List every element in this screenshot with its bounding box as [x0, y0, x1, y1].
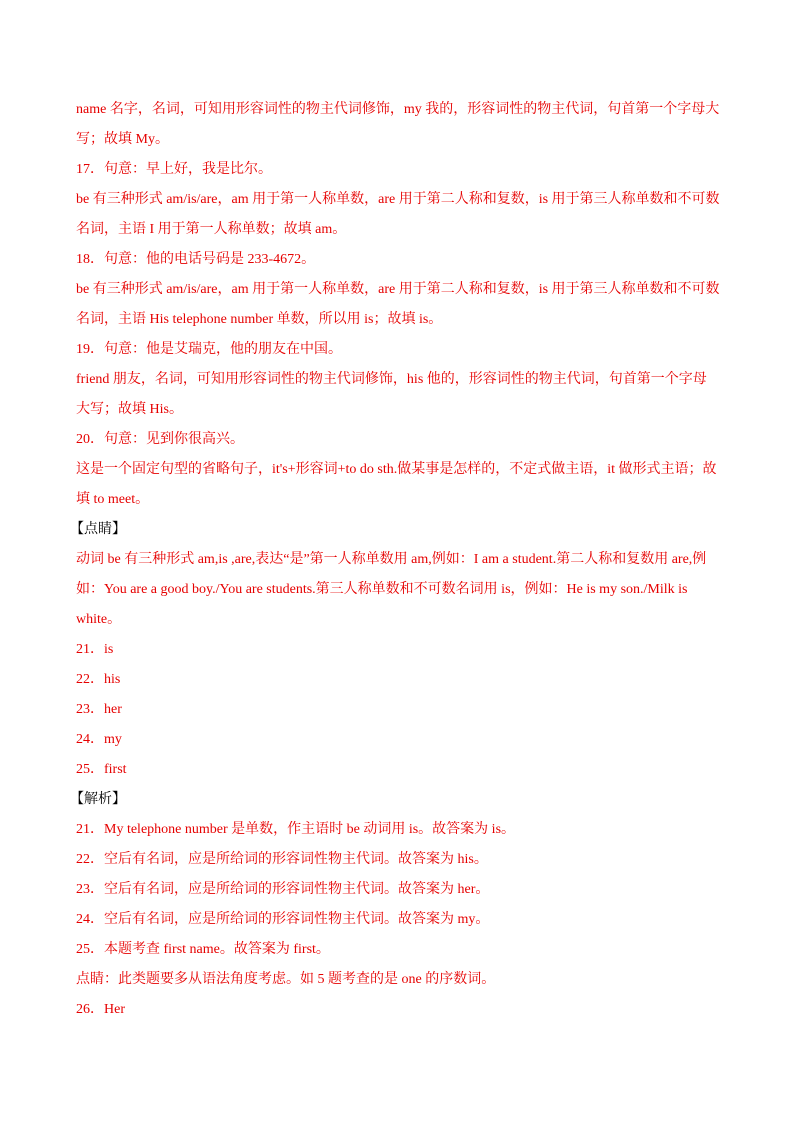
- dianjing-heading: 【点睛】: [70, 522, 126, 537]
- answer-25: 25．first: [76, 762, 127, 777]
- dianjing-line-3: white。: [76, 612, 122, 627]
- explanation-20-line-1: 这是一个固定句型的省略句子，it's+形容词+to do sth.做某事是怎样的，不定式做主语，it 做形式主语；故: [76, 462, 717, 477]
- explanation-17-line-2: 名词，主语 I 用于第一人称单数；故填 am。: [76, 222, 347, 237]
- explanation-17-line-1: be 有三种形式 am/is/are，am 用于第一人称单数，are 用于第二人称和复数，is 用于第三人称单数和不可数: [76, 192, 720, 207]
- explanation-16-line-2: 写；故填 My。: [76, 132, 169, 147]
- answer-22: 22．his: [76, 672, 121, 687]
- analysis-25: 25．本题考查 first name。故答案为 first。: [76, 942, 330, 957]
- item-20-translation: 20．句意：见到你很高兴。: [76, 432, 244, 447]
- answer-23: 23．her: [76, 702, 122, 717]
- item-18-translation: 18．句意：他的电话号码是 233-4672。: [76, 252, 316, 267]
- analysis-22: 22．空后有名词，应是所给词的形容词性物主代词。故答案为 his。: [76, 852, 488, 867]
- explanation-18-line-2: 名词，主语 His telephone number 单数，所以用 is；故填 is。: [76, 312, 443, 327]
- explanation-20-line-2: 填 to meet。: [76, 492, 150, 507]
- dianjing-line-1: 动词 be 有三种形式 am,is ,are,表达“是”第一人称单数用 am,例如：I am a student.第二人称和复数用 are,例: [76, 552, 707, 567]
- analysis-23: 23．空后有名词，应是所给词的形容词性物主代词。故答案为 her。: [76, 882, 490, 897]
- explanation-16-line-1: name 名字，名词，可知用形容词性的物主代词修饰，my 我的，形容词性的物主代词，句首第一个字母大: [76, 102, 720, 117]
- analysis-21: 21．My telephone number 是单数，作主语时 be 动词用 is。故答案为 is。: [76, 822, 516, 837]
- explanation-18-line-1: be 有三种形式 am/is/are，am 用于第一人称单数，are 用于第二人称和复数，is 用于第三人称单数和不可数: [76, 282, 720, 297]
- dianjing-line-2: 如：You are a good boy./You are students.第三人称单数和不可数名词用 is，例如：He is my son./Milk is: [76, 582, 688, 597]
- item-19-translation: 19．句意：他是艾瑞克，他的朋友在中国。: [76, 342, 342, 357]
- explanation-19-line-1: friend 朋友，名词，可知用形容词性的物主代词修饰，his 他的，形容词性的物主代词，句首第一个字母: [76, 372, 707, 387]
- dianjing-note: 点睛：此类题要多从语法角度考虑。如 5 题考查的是 one 的序数词。: [76, 972, 496, 987]
- answer-21: 21．is: [76, 642, 114, 657]
- jiexi-heading: 【解析】: [70, 792, 126, 807]
- item-17-translation: 17．句意：早上好，我是比尔。: [76, 162, 272, 177]
- explanation-19-line-2: 大写；故填 His。: [76, 402, 183, 417]
- answer-24: 24．my: [76, 732, 122, 747]
- analysis-24: 24．空后有名词，应是所给词的形容词性物主代词。故答案为 my。: [76, 912, 490, 927]
- answer-26: 26．Her: [76, 1002, 125, 1017]
